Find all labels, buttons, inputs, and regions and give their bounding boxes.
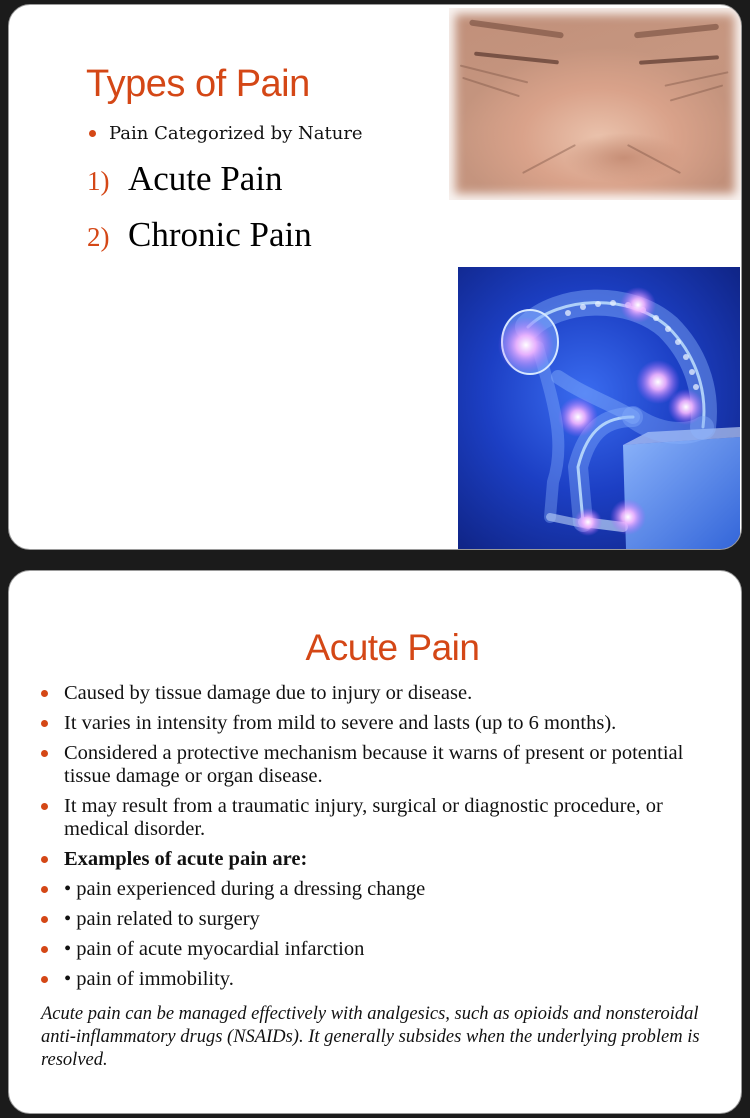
list-item-heading: Examples of acute pain are:: [41, 848, 731, 871]
bullet-icon: [41, 750, 48, 757]
list-item: • pain of acute myocardial infarction: [41, 938, 731, 961]
bullet-icon: [41, 916, 48, 923]
acute-pain-bullet-list: [41, 682, 731, 998]
footnote-text: Acute pain can be managed effectively with analgesics, such as opioids and nonsteroidal anti-inflammatory drugs (NSAIDs). It generally subsides when the underlying problem is resolved.: [41, 1004, 700, 1070]
bullet-icon: [41, 946, 48, 953]
subtitle-bullet: [89, 123, 363, 144]
slide-acute-pain: [8, 570, 742, 1114]
bullet-icon: [41, 886, 48, 893]
slide-title: Acute Pain: [305, 627, 480, 668]
bullet-icon: [41, 690, 48, 697]
subtitle-text: Pain Categorized by Nature: [109, 123, 363, 144]
item-text: Acute Pain: [128, 159, 283, 198]
list-item: It varies in intensity from mild to severe and lasts (up to 6 months).: [41, 712, 731, 735]
bullet-icon: [89, 130, 96, 137]
bullet-icon: [41, 976, 48, 983]
pained-face-photo: [449, 8, 741, 200]
numbered-item-acute: [87, 159, 283, 199]
list-item: • pain related to surgery: [41, 908, 731, 931]
list-item: • pain experienced during a dressing change: [41, 878, 731, 901]
bullet-icon: [41, 720, 48, 727]
list-item: It may result from a traumatic injury, surgical or diagnostic procedure, or medical disorder.: [41, 795, 731, 841]
item-text: Chronic Pain: [128, 215, 312, 254]
slide-title: Types of Pain: [86, 63, 310, 105]
list-item: Caused by tissue damage due to injury or disease.: [41, 682, 731, 705]
list-item: Considered a protective mechanism because it warns of present or potential tissue damage or organ disease.: [41, 742, 731, 788]
numbered-item-chronic: [87, 215, 312, 255]
bullet-icon: [41, 803, 48, 810]
bullet-icon: [41, 856, 48, 863]
item-number: 1): [87, 166, 110, 196]
list-item: • pain of immobility.: [41, 968, 731, 991]
slide-types-of-pain: [8, 4, 742, 550]
xray-body-pain-photo: [458, 267, 740, 549]
item-number: 2): [87, 222, 110, 252]
